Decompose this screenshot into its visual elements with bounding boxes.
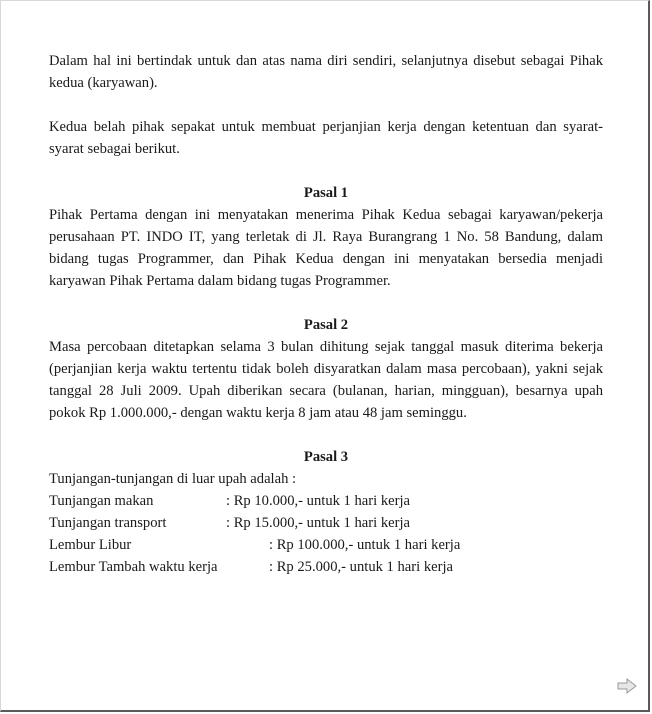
allowance-label: Tunjangan transport <box>49 515 167 531</box>
allowance-row <box>49 490 603 512</box>
allowance-row <box>49 534 603 556</box>
right-arrow-icon[interactable] <box>616 677 638 695</box>
intro-paragraph-1: Dalam hal ini bertindak untuk dan atas nama diri sendiri, selanjutnya disebut sebagai Pihak kedua (karyawan). <box>49 53 603 91</box>
allowance-row <box>49 556 603 578</box>
allowance-label: Lembur Tambah waktu kerja <box>49 559 218 575</box>
allowance-value: : Rp 100.000,- untuk 1 hari kerja <box>269 537 461 553</box>
allowance-value: : Rp 10.000,- untuk 1 hari kerja <box>226 493 411 509</box>
pasal-2-body: Masa percobaan ditetapkan selama 3 bulan dihitung sejak tanggal masuk diterima bekerja (perjanjian kerja waktu tertentu tidak boleh disyaratkan dalam masa percobaan), yakni sejak tanggal 28 Juli 2009. Upah diberikan secara (bulanan, harian, mingguan), besarnya upah pokok Rp 1.000.000,- dengan waktu kerja 8 jam atau 48 jam seminggu. <box>49 339 603 421</box>
allowance-value: : Rp 15.000,- untuk 1 hari kerja <box>226 515 411 531</box>
document-body <box>49 50 603 578</box>
pasal-2-heading: Pasal 2 <box>303 317 349 333</box>
intro-paragraph-2: Kedua belah pihak sepakat untuk membuat perjanjian kerja dengan ketentuan dan syarat-syarat sebagai berikut. <box>49 119 603 157</box>
allowance-row <box>49 512 603 534</box>
pasal-1-heading: Pasal 1 <box>303 185 349 201</box>
pasal-3-heading: Pasal 3 <box>303 449 349 465</box>
allowance-label: Tunjangan makan <box>49 493 154 509</box>
pasal-1-body: Pihak Pertama dengan ini menyatakan menerima Pihak Kedua sebagai karyawan/pekerja perusahaan PT. INDO IT, yang terletak di Jl. Raya Burangrang 1 No. 58 Bandung, dalam bidang tugas Programmer, dan Pihak Kedua dengan ini menyatakan bersedia menjadi karyawan Pihak Pertama dalam bidang tugas Programmer. <box>49 207 603 289</box>
allowance-value: : Rp 25.000,- untuk 1 hari kerja <box>269 559 454 575</box>
pasal-3-intro: Tunjangan-tunjangan di luar upah adalah : <box>49 471 297 487</box>
allowance-label: Lembur Libur <box>49 537 132 553</box>
